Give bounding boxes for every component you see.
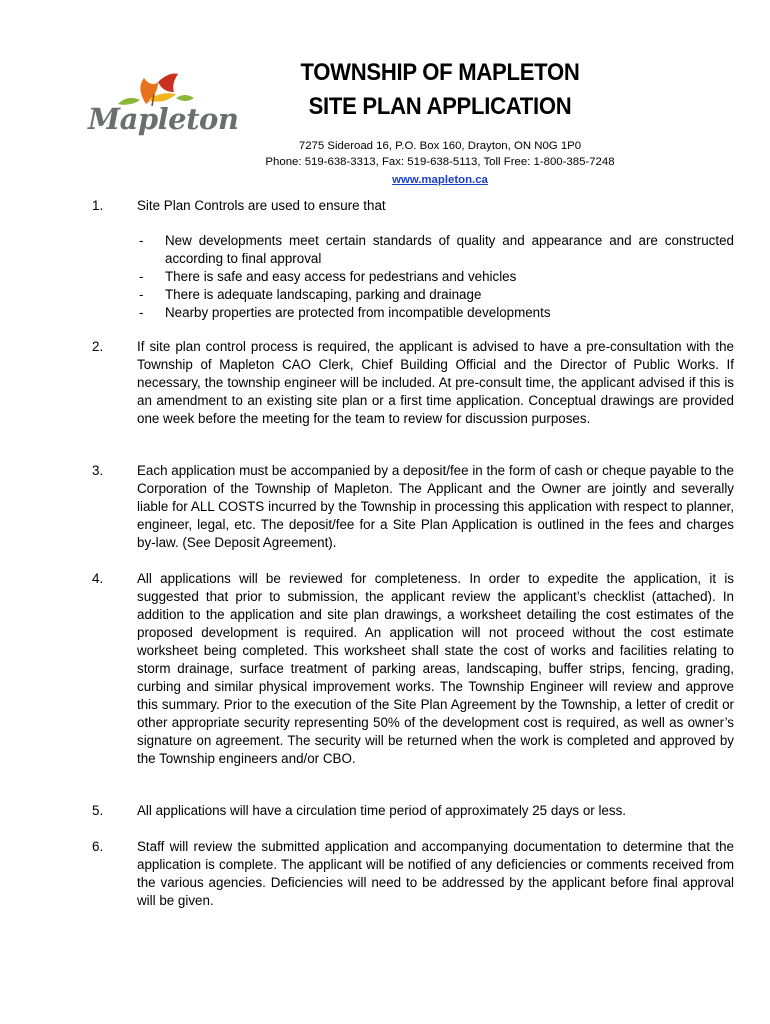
item-text: All applications will have a circulation time period of approximately 25 days or less. — [137, 803, 626, 818]
title-line-2: SITE PLAN APPLICATION — [308, 93, 572, 120]
leaf-red — [158, 73, 178, 92]
item-number: 4. — [92, 571, 104, 586]
item-text: If site plan control process is required, the applicant is advised to have a pre-consultation with the Township of Mapleton CAO Clerk, Chief Building Official and the Director of Public Works. If necessary, the township engineer will be included. At pre-consult time, the applicant advised if this is an amendment to an existing site plan or a first time application. Conceptual drawings are provided one week before the meeting for the team to review for discussion purposes. — [137, 339, 734, 426]
item-text: All applications will be reviewed for completeness. In order to expedite the application, it is suggested that prior to submission, the applicant review the applicant’s checklist (attached). In addition to the application and site plan drawings, a worksheet detailing the cost estimates of the proposed development is required. An application will not proceed without the cost estimate worksheet being completed. This worksheet shall state the cost of works and facilities relating to storm drainage, surface treatment of parking areas, landscaping, buffer strips, fencing, grading, curbing and similar physical improvement works. The Township Engineer will review and approve this summary. Prior to the execution of the Site Plan Agreement by the Township, a letter of credit or other appropriate security representing 50% of the development cost is required, as well as owner’s signature on agreement. The security will be returned when the work is completed and approved by the Township engineers and/or CBO. — [137, 571, 734, 766]
logo-text: Mapleton — [88, 102, 239, 136]
item-number: 1. — [92, 198, 104, 213]
item-number: 2. — [92, 339, 104, 354]
mapleton-logo — [88, 68, 239, 144]
bullet-item: - There is safe and easy access for pedestrians and vehicles — [139, 269, 517, 284]
dash-marker: - — [139, 305, 144, 320]
item-text: Site Plan Controls are used to ensure that — [137, 198, 386, 213]
phone-line: Phone: 519-638-3313, Fax: 519-638-5113, Toll Free: 1-800-385-7248 — [265, 156, 615, 168]
item-number: 3. — [92, 463, 104, 478]
item-text: Each application must be accompanied by a deposit/fee in the form of cash or cheque payable to the Corporation of the Township of Mapleton. The Applicant and the Owner are jointly and severally liable for ALL COSTS incurred by the Township in processing this application with respect to planner, engineer, legal, etc. The deposit/fee for a Site Plan Application is outlined in the fees and charges by-law. (See Deposit Agreement). — [137, 463, 734, 550]
bullet-item: - Nearby properties are protected from incompatible developments — [139, 305, 551, 320]
dash-marker: - — [139, 233, 144, 248]
website-link[interactable]: www.mapleton.ca — [392, 174, 488, 186]
bullet-item: - New developments meet certain standards of quality and appearance and are constructed according to final approval — [139, 233, 734, 266]
item-text: Staff will review the submitted application and accompanying documentation to determine that the application is complete. The applicant will be notified of any deficiencies or comments received from the various agencies. Deficiencies will need to be addressed by the applicant before final approval will be given. — [137, 839, 734, 908]
item-number: 5. — [92, 803, 104, 818]
leaf-green-right — [176, 95, 194, 101]
address-line: 7275 Sideroad 16, P.O. Box 160, Drayton, ON N0G 1P0 — [298, 140, 582, 152]
dash-marker: - — [139, 287, 144, 302]
bullet-item: - There is adequate landscaping, parking and drainage — [139, 287, 482, 302]
title-line-1: TOWNSHIP OF MAPLETON — [300, 59, 580, 86]
item-number: 6. — [92, 839, 104, 854]
dash-marker: - — [139, 269, 144, 284]
letterhead — [220, 56, 660, 188]
bullet-list — [137, 232, 734, 322]
